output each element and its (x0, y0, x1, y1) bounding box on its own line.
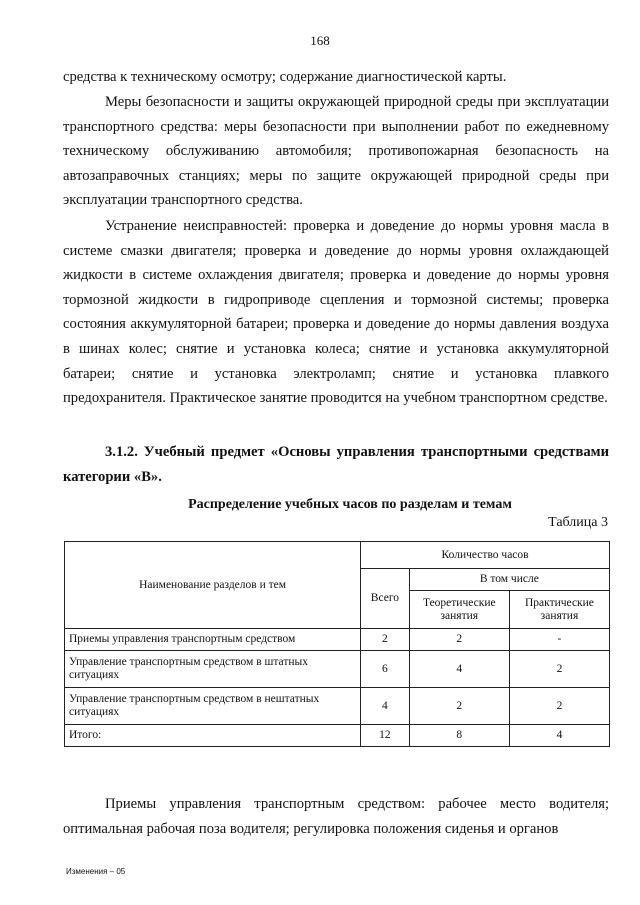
row-name: Управление транспортным средством в нештатных ситуациях (65, 688, 361, 725)
page-number: 168 (310, 33, 330, 48)
row-theory: 2 (409, 688, 509, 725)
header-hours: Количество часов (361, 542, 610, 569)
table-row (65, 629, 610, 651)
section-heading: 3.1.2. Учебный предмет «Основы управления транспортными средствами категории «В». (63, 444, 609, 485)
row-total: 2 (361, 629, 410, 651)
row-name: Итого: (65, 725, 361, 747)
row-theory: 8 (409, 725, 509, 747)
row-practice: 2 (509, 651, 609, 688)
header-theory: Теоретические занятия (409, 591, 509, 629)
row-theory: 2 (409, 629, 509, 651)
table-label: Таблица 3 (548, 515, 608, 530)
row-practice: - (509, 629, 609, 651)
footer-revision: Изменения – 05 (66, 867, 126, 876)
row-name: Приемы управления транспортным средством (65, 629, 361, 651)
row-theory: 4 (409, 651, 509, 688)
table-row-total (65, 725, 610, 747)
paragraph-3: Устранение неисправностей: проверка и доведение до нормы уровня масла в системе смазки двигателя; проверка и доведение до нормы уровня охлаждающей жидкости в системе охлаждения двигателя; проверка и доведение до нормы уровня тормозной жидкости в гидроприводе сцепления и тормозной системы; проверка состояния аккумуляторной батареи; проверка и доведение до нормы давления воздуха в шинах колес; снятие и установка колеса; снятие и установка аккумуляторной батареи; снятие и установка электроламп; снятие и установка плавкого предохранителя. Практическое занятие проводится на учебном транспортном средстве. (63, 218, 609, 407)
table-row (65, 688, 610, 725)
hours-table (64, 541, 610, 747)
row-total: 6 (361, 651, 410, 688)
header-total: Всего (361, 569, 410, 629)
header-practice: Практические занятия (509, 591, 609, 629)
header-including: В том числе (409, 569, 609, 591)
row-total: 4 (361, 688, 410, 725)
row-name: Управление транспортным средством в штатных ситуациях (65, 651, 361, 688)
table-row (65, 651, 610, 688)
row-total: 12 (361, 725, 410, 747)
table-title: Распределение учебных часов по разделам и темам (188, 497, 512, 512)
header-name-column: Наименование разделов и тем (65, 542, 361, 629)
row-practice: 4 (509, 725, 609, 747)
bottom-paragraph: Приемы управления транспортным средством: рабочее место водителя; оптимальная рабочая поза водителя; регулировка положения сиденья и органов (63, 796, 609, 837)
paragraph-2: Меры безопасности и защиты окружающей природной среды при эксплуатации транспортного средства: меры безопасности при выполнении работ по ежедневному техническому обслуживанию автомобиля; противопожарная безопасность на автозаправочных станциях; меры по защите окружающей природной среды при эксплуатации транспортного средства. (63, 94, 609, 209)
paragraph-1: средства к техническому осмотру; содержание диагностической карты. (63, 69, 507, 85)
row-practice: 2 (509, 688, 609, 725)
